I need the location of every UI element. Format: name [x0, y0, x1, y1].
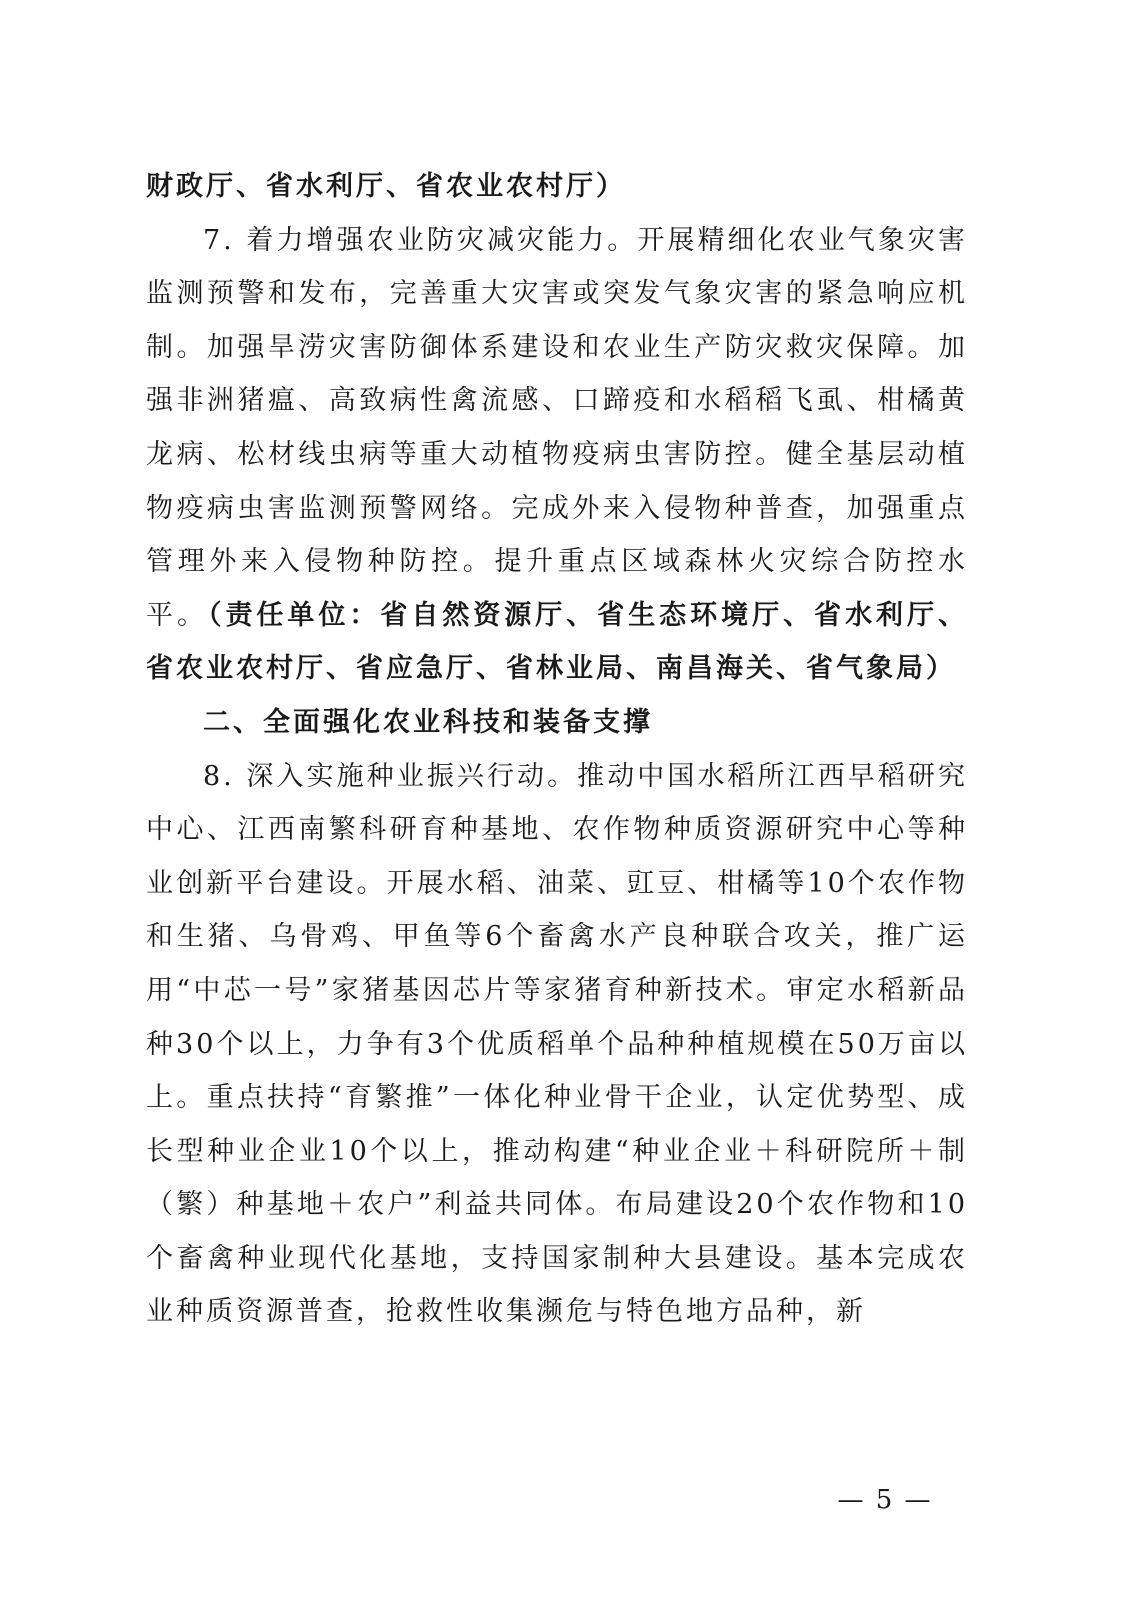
item-7-paragraph: [146, 214, 968, 696]
section-heading: 二、全面强化农业科技和装备支撑: [203, 706, 653, 738]
page-number: — 5 —: [837, 1485, 933, 1515]
item-7-body: 开展精细化农业气象灾害监测预警和发布，完善重大灾害或突发气象灾害的紧急响应机制。加强旱涝灾害防御体系建设和农业生产防灾救灾保障。加强非洲猪瘟、高致病性禽流感、口蹄疫和水稻稻飞虱、柑橘黄龙病、松材线虫病等重大动植物疫病虫害防控。健全基层动植物疫病虫害监测预警网络。完成外来入侵物种普查，加强重点管理外来入侵物种防控。提升重点区域森林火灾综合防控水平。: [146, 224, 969, 631]
item-7-title: 7. 着力增强农业防灾减灾能力。: [203, 224, 638, 256]
item-7-responsibility: （责任单位：省自然资源厅、省生态环境厅、省水利厅、省农业农村厅、省应急厅、省林业局、南昌海关、省气象局）: [146, 599, 969, 685]
item-8-paragraph: [146, 750, 968, 1340]
continued-paragraph: [146, 160, 968, 214]
document-body: [146, 160, 968, 1339]
item-8-title: 8. 深入实施种业振兴行动。: [203, 760, 578, 792]
continued-responsibility-text: 财政厅、省水利厅、省农业农村厅）: [146, 171, 626, 202]
item-8-body: 推动中国水稻所江西早稻研究中心、江西南繁科研育种基地、农作物种质资源研究中心等种业创新平台建设。开展水稻、油菜、豇豆、柑橘等10个农作物和生猪、乌骨鸡、甲鱼等6个畜禽水产良种联合攻关，推广运用“中芯一号”家猪基因芯片等家猪育种新技术。审定水稻新品种30个以上，力争有3个优质稻单个品种种植规模在50万亩以上。重点扶持“育繁推”一体化种业骨干企业，认定优势型、成长型种业企业10个以上，推动构建“种业企业＋科研院所＋制（繁）种基地＋农户”利益共同体。布局建设20个农作物和10个畜禽种业现代化基地，支持国家制种大县建设。基本完成农业种质资源普查，抢救性收集濒危与特色地方品种，新: [146, 760, 968, 1328]
